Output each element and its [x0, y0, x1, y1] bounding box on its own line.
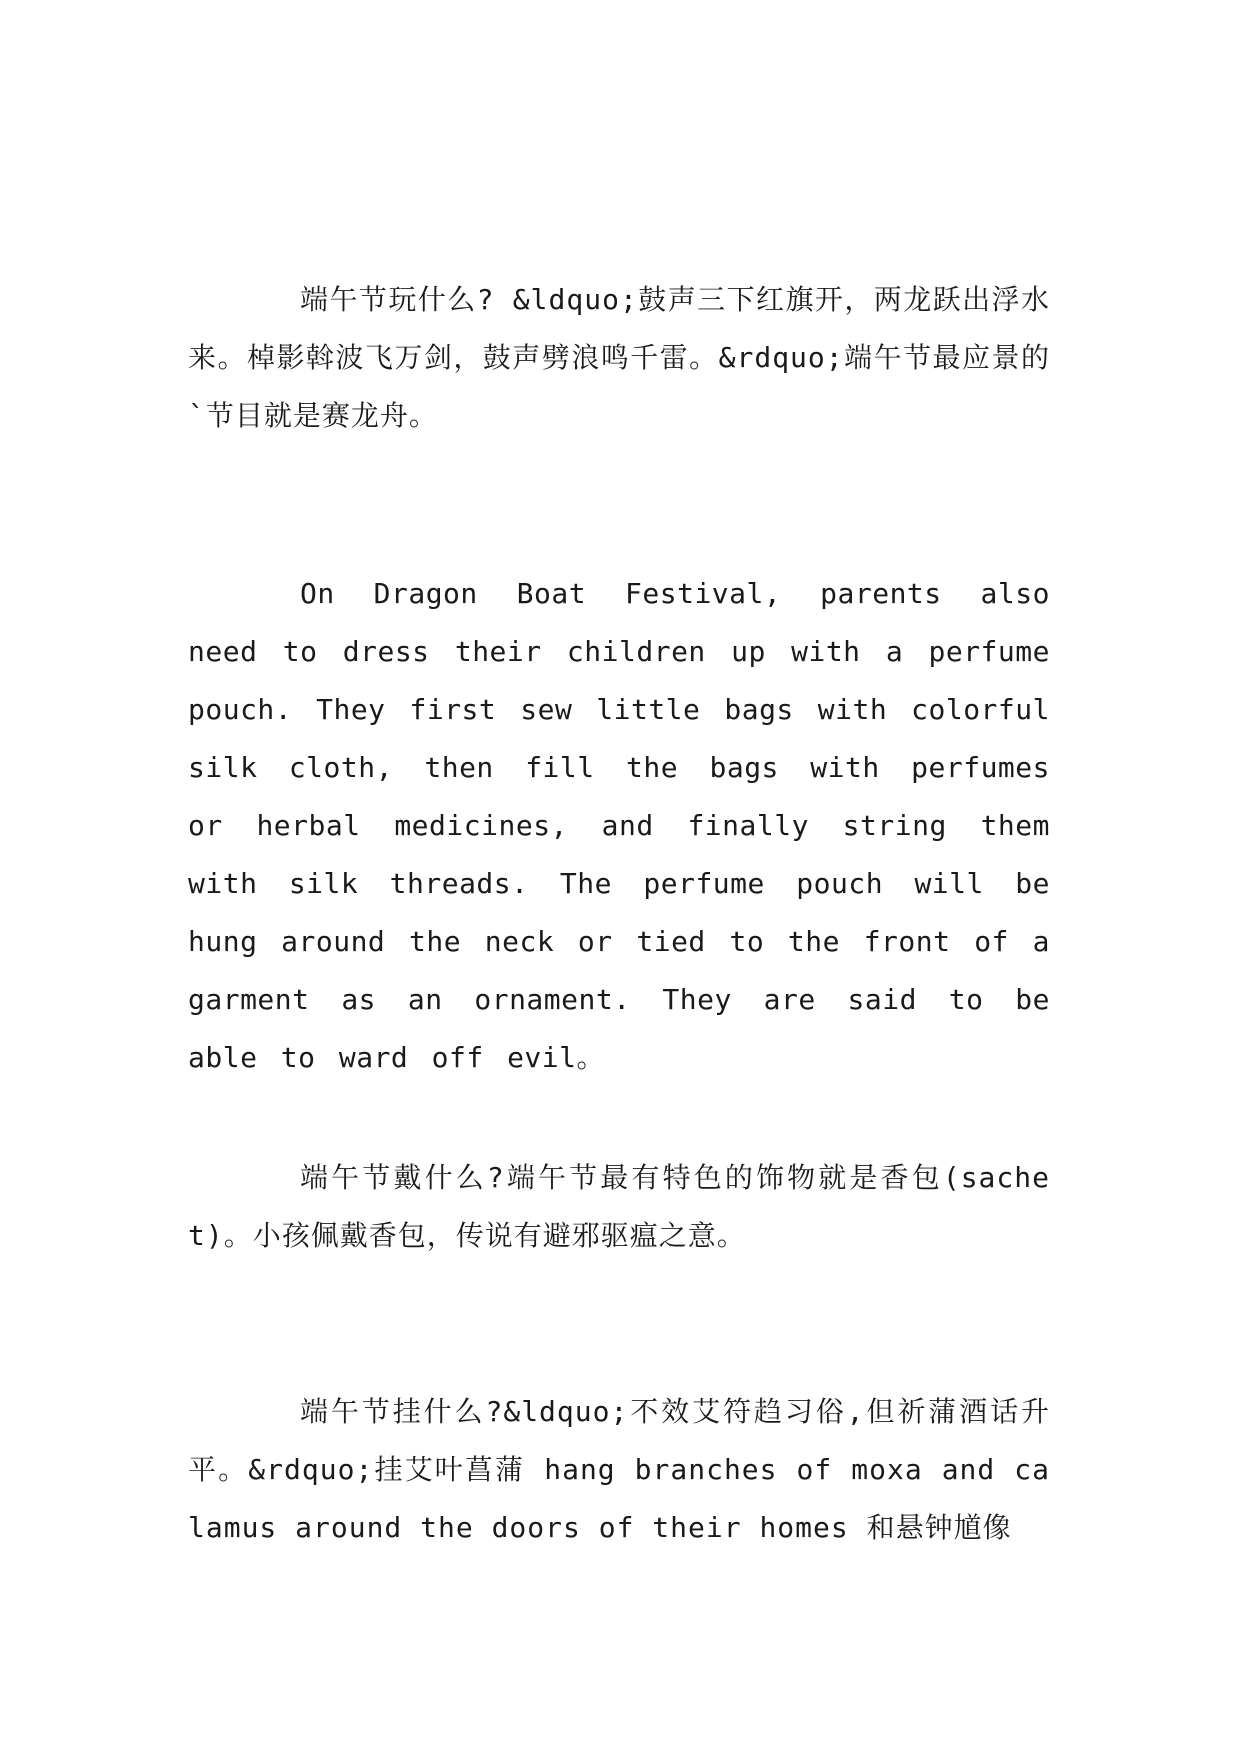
paragraph-dragon-boat-race: 端午节玩什么? &ldquo;鼓声三下红旗开，两龙跃出浮水来。棹影斡波飞万剑，鼓声劈浪鸣千雷。&rdquo;端午节最应景的`节目就是赛龙舟。 — [188, 283, 1050, 432]
paragraph-perfume-pouch: On Dragon Boat Festival, parents also need to dress their children up with a perfume pouch. They first sew little bags with colorful silk cloth, then fill the bags with perfumes or herbal medicines, and finally string them with silk threads. The perfume pouch will be hung around the neck or tied to the front of a garment as an ornament. They are said to be able to ward off evil。 — [188, 577, 1050, 1074]
paragraph-sachet: 端午节戴什么?端午节最有特色的饰物就是香包(sachet)。小孩佩戴香包，传说有避邪驱瘟之意。 — [188, 1161, 1050, 1252]
paragraph-moxa-calamus: 端午节挂什么?&ldquo;不效艾符趋习俗,但祈蒲酒话升平。&rdquo;挂艾叶菖蒲 hang branches of moxa and calamus around the doors of their homes 和悬钟馗像 — [188, 1395, 1050, 1544]
